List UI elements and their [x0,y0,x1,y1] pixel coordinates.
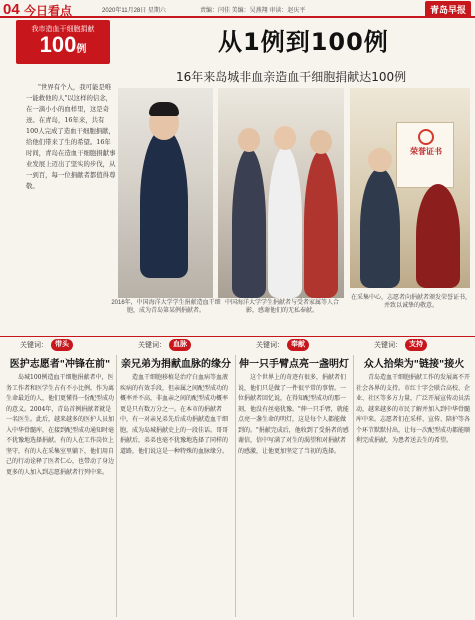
article-title: 医护志愿者"冲锋在前" [9,359,111,370]
headline-badge [16,20,110,64]
article-body: 岛城100例造血干细胞捐献者中，医务工作者和医学生占有不小比例。作为离生命最近的人，他们更懂得一份配型成功的意义。2004年，青岛首例捐献者就是一名医生。此后，越来越多的医护人员加入中华骨髓库，在接到配型成功通知时毫不犹豫地选择捐献。有的人在工作岗位上坚守，有的人在采集室里躺下，他们用自己的行动诠释了医者仁心，也带动了身边更多的人加入到志愿捐献者行列中来。 [6,374,114,476]
article-title: 亲兄弟为捐献血脉的缘分 [121,359,231,370]
certificate-image [396,122,454,188]
certificate-title: 荣誉证书 [410,146,442,156]
article-body: 造血干细胞移植是治疗白血病等血液疾病的有效手段，但亲属之间配型成功的概率并不高，非血亲之间的配型成功概率更是只有数万分之一。在本市的捐献者中，有一对亲兄弟先后成功捐献造血干细胞，成为岛城捐献史上的一段佳话。哥哥捐献后，弟弟也毫不犹豫地选择了同样的道路，他们说这是一种特殊的血脉缘分。 [120,374,229,455]
keyword-3: 关键词： 奉献 [256,339,309,351]
sub-headline: 16年来岛城非血亲造血干细胞捐献达100例 [176,70,407,84]
photo-caption-1: 2016年，中国海洋大学学生捐献造血干细胞，成为青岛第某例捐献者。 [111,300,221,314]
certificate-seal [418,129,434,145]
column-divider [235,355,236,617]
badge-label: 我市造血干细胞捐献 [31,26,95,33]
column-divider [353,355,354,617]
article-body: 这个世界上的奇迹有很多，捐献者们说，他们只是做了一件很平常的事情。一位捐献者回忆说，在得知配型成功的那一刻，他没有丝毫犹豫。"伸一只手臂，就能点亮一盏生命的明灯，这是每个人都能做到的。"捐献完成后，他收到了受捐者的感谢信，信中写满了对生的渴望和对捐献者的感激，让他更加坚定了当初的选择。 [238,374,349,455]
article-4 [356,355,472,613]
article-title: 众人拾柴为"链接"接火 [363,359,465,370]
section-title: 今日看点 [24,4,73,18]
main-headline: 从1例到100例 [218,28,389,56]
keyword-tag: 奉献 [287,339,309,351]
keyword-tag: 支持 [405,339,427,351]
keyword-1: 关键词： 带头 [20,339,73,351]
photo-caption-3: 在采集中心，志愿者向捐献者颁发荣誉证书，并致以诚挚的敬意。 [350,295,471,309]
photo-group-meeting [218,88,344,298]
photo-student-donor [118,88,213,298]
article-title: 伸一只手臂点亮一盏明灯 [239,359,349,370]
keyword-2: 关键词： 血脉 [138,339,191,351]
keyword-tag: 血脉 [169,339,191,351]
newspaper-logo: 青岛早报 [425,1,471,18]
article-body: 青岛造血干细胞捐献工作的发展离不开社会各界的支持。市红十字会联合高校、企业、社区等多方力量，广泛开展宣传动员活动，越来越多的市民了解并加入到中华骨髓库中来。志愿者们在采样、宣传、陪护等各个环节默默付出，让每一次配型成功都能顺利完成捐献，为患者送去生的希望。 [356,374,471,444]
photo-caption-2: 中国海洋大学学生捐献者与受者家属等人合影，感谢他们的无私奉献。 [224,300,339,314]
keyword-tag: 带头 [51,339,73,351]
article-3 [238,355,350,613]
article-2 [120,355,232,613]
badge-number: 100例 [39,32,87,57]
issue-date: 2020年11月28日 星期六 [102,8,166,14]
editor-credits: 责编：闫佳 美编：吴燕翔 审读：赵庆平 [200,8,306,14]
photo-certificate-award [350,88,470,288]
intro-paragraph: "世界有个人，我可能是唯一能救他的人"以这样的信念，在一滴小小的血样里，这是奇迹。在青岛，16年来，共有100人完成了造血干细胞捐献，给他们带来了生的希望。16年时间，青岛在造血干细胞捐献事业发展上迈出了坚实的步伐，从一到百，每一位捐献者都值得尊敬。 [26,83,116,190]
page-number: 04 [3,1,20,18]
article-1 [6,355,114,613]
column-divider [116,355,117,617]
keyword-4: 关键词： 支持 [374,339,427,351]
